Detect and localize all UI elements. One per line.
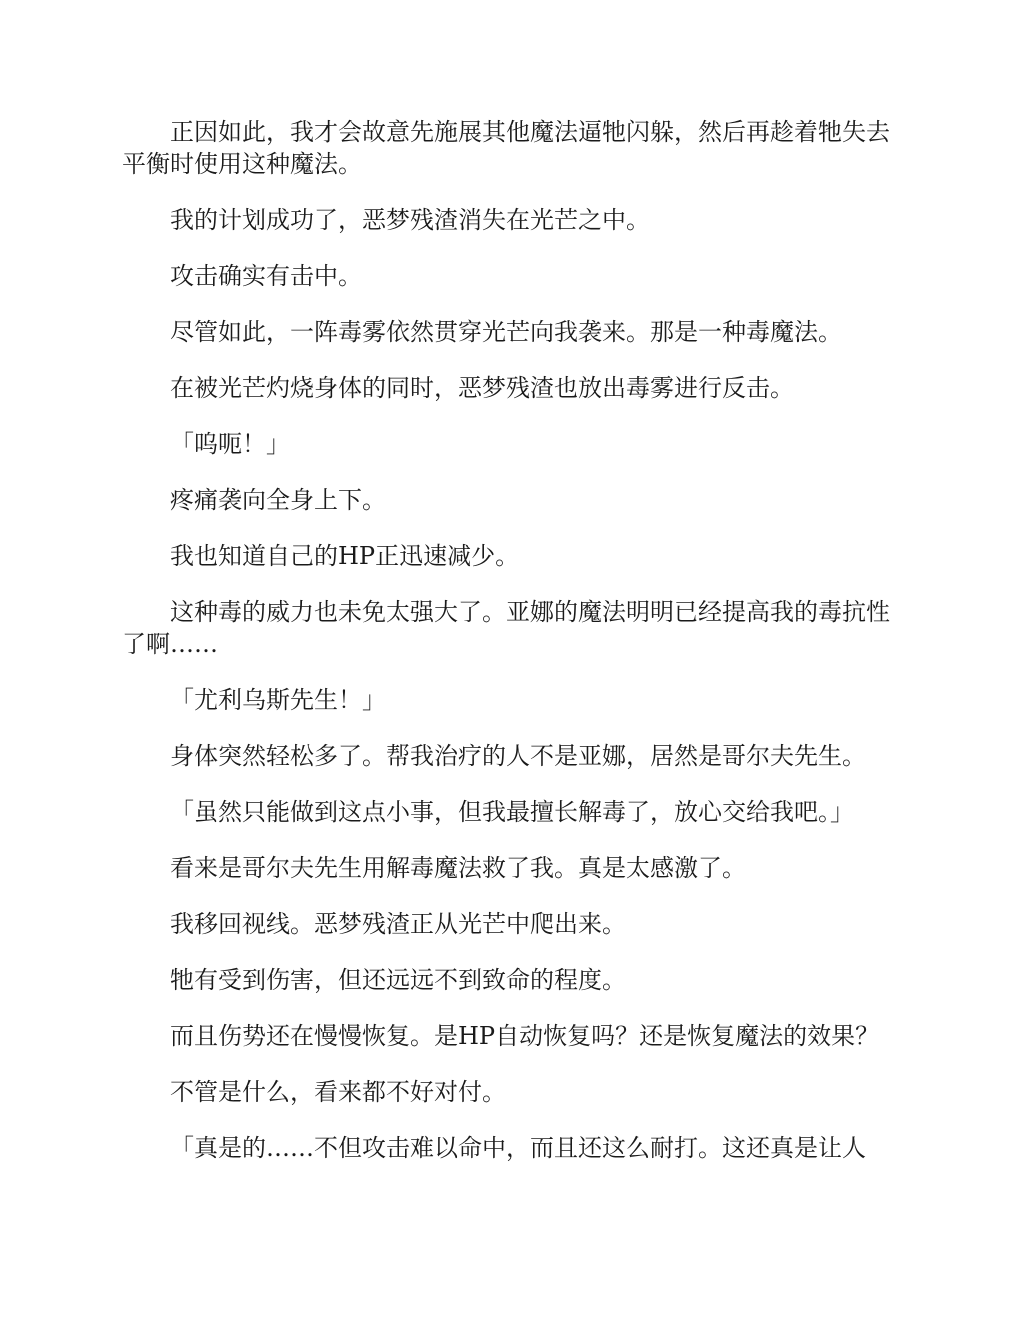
dialogue-line: 「尤利乌斯先生！」 bbox=[170, 686, 386, 714]
body-text bbox=[122, 116, 902, 1188]
paragraph: 疼痛袭向全身上下。 bbox=[170, 486, 386, 514]
paragraph: 这种毒的威力也未免太强大了。亚娜的魔法明明已经提高我的毒抗性了啊…… bbox=[122, 598, 890, 658]
paragraph: 尽管如此，一阵毒雾依然贯穿光芒向我袭来。那是一种毒魔法。 bbox=[170, 318, 842, 346]
paragraph: 我也知道自己的HP正迅速减少。 bbox=[170, 542, 520, 570]
dialogue-line: 「呜呃！」 bbox=[170, 430, 290, 458]
paragraph: 攻击确实有击中。 bbox=[170, 262, 362, 290]
paragraph: 看来是哥尔夫先生用解毒魔法救了我。真是太感激了。 bbox=[170, 854, 746, 882]
paragraph: 身体突然轻松多了。帮我治疗的人不是亚娜，居然是哥尔夫先生。 bbox=[170, 742, 866, 770]
paragraph: 在被光芒灼烧身体的同时，恶梦残渣也放出毒雾进行反击。 bbox=[170, 374, 794, 402]
paragraph: 我移回视线。恶梦残渣正从光芒中爬出来。 bbox=[170, 910, 626, 938]
dialogue-line: 「真是的……不但攻击难以命中，而且还这么耐打。这还真是让人 bbox=[170, 1134, 866, 1162]
paragraph: 而且伤势还在慢慢恢复。是HP自动恢复吗？还是恢复魔法的效果？ bbox=[170, 1022, 880, 1050]
paragraph: 不管是什么，看来都不好对付。 bbox=[170, 1078, 506, 1106]
dialogue-line: 「虽然只能做到这点小事，但我最擅长解毒了，放心交给我吧。」 bbox=[170, 798, 854, 826]
paragraph: 牠有受到伤害，但还远远不到致命的程度。 bbox=[170, 966, 626, 994]
paragraph: 正因如此，我才会故意先施展其他魔法逼牠闪躲，然后再趁着牠失去平衡时使用这种魔法。 bbox=[122, 118, 890, 178]
paragraph: 我的计划成功了，恶梦残渣消失在光芒之中。 bbox=[170, 206, 650, 234]
